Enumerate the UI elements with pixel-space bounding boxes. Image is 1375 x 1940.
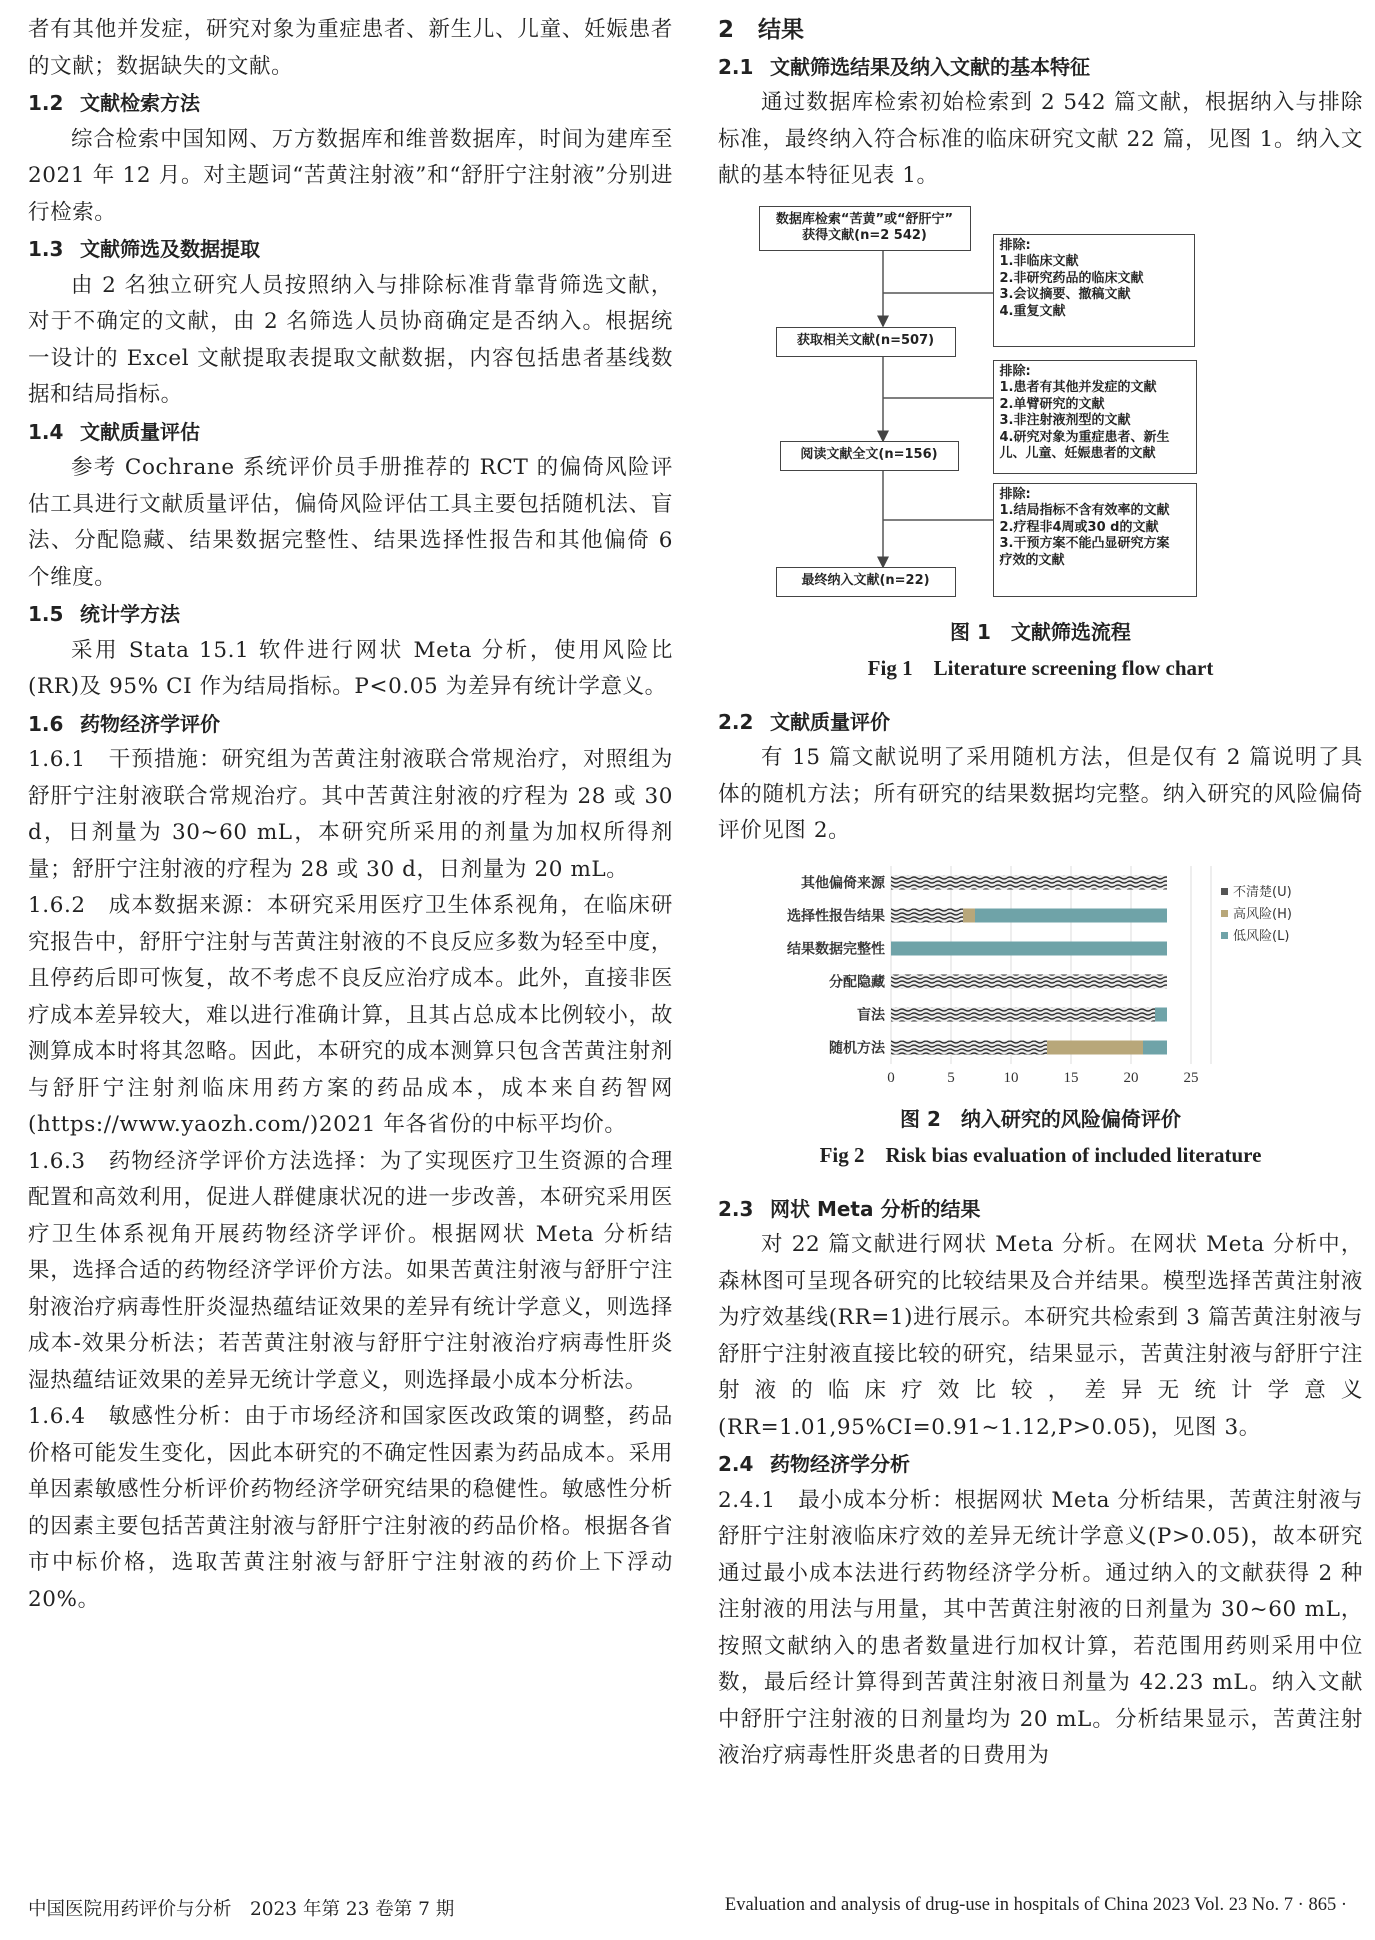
- exclusion-line: 4.重复文献: [999, 303, 1066, 319]
- figure-caption-cn: 图 1 文献筛选流程: [950, 619, 1131, 644]
- chart-svg: [731, 856, 1351, 1101]
- x-tick-label: 10: [1003, 1069, 1018, 1086]
- section-heading: 2 结果: [718, 17, 804, 43]
- paragraph: 参考 Cochrane 系统评价员手册推荐的 RCT 的偏倚风险评估工具进行文献质量评估，偏倚风险评估工具主要包括随机法、盲法、分配隐藏、结果数据完整性、结果选择性报告和其他偏倚 6 个维度。: [28, 455, 673, 590]
- legend-label: 不清楚(U): [1232, 884, 1292, 900]
- category-label: 其他偏倚来源: [800, 875, 885, 891]
- category-label: 结果数据完整性: [786, 941, 885, 957]
- exclusion-line: 疗效的文献: [999, 552, 1065, 568]
- bar-segment-unclear: [891, 875, 1167, 889]
- exclusion-line: 3.干预方案不能凸显研究方案: [999, 536, 1170, 551]
- section-heading: 1.3 文献筛选及数据提取: [28, 237, 260, 261]
- exclusion-line: 排除:: [999, 363, 1031, 379]
- section-heading: 2.4 药物经济学分析: [718, 1452, 910, 1476]
- exclusion-line: 1.结局指标不含有效率的文献: [999, 503, 1170, 518]
- paragraph: 者有其他并发症，研究对象为重症患者、新生儿、儿童、妊娠患者的文献；数据缺失的文献。: [28, 17, 673, 79]
- legend-label: 低风险(L): [1232, 928, 1289, 944]
- exclusion-line: 排除:: [999, 237, 1031, 253]
- legend-swatch: [1221, 888, 1228, 895]
- legend-swatch: [1221, 932, 1228, 939]
- flow-box-final: 最终纳入文献(n=22): [776, 567, 956, 597]
- bar-segment-unclear: [891, 1040, 1047, 1054]
- right-column: [718, 12, 1363, 1775]
- bar-segment-low: [1143, 1040, 1167, 1054]
- bar-segment-low: [1155, 1007, 1167, 1021]
- category-label: 盲法: [856, 1007, 885, 1023]
- exclusion-line: 1.非临床文献: [999, 254, 1079, 269]
- section-heading: 1.4 文献质量评估: [28, 419, 200, 444]
- risk-bias-chart: [731, 856, 1351, 1101]
- exclusion-line: 儿、儿童、妊娠患者的文献: [999, 446, 1156, 461]
- exclusion-box-3: [993, 483, 1197, 597]
- exclusion-line: 排除:: [999, 486, 1031, 502]
- bar-segment-low: [975, 908, 1167, 922]
- left-column: [28, 12, 673, 1618]
- exclusion-box-2: [993, 360, 1197, 474]
- section-heading: 2.1 文献筛选结果及纳入文献的基本特征: [718, 54, 1090, 79]
- flow-box-search: 数据库检索“苦黄”或“舒肝宁” 获得文献(n=2 542): [759, 206, 971, 251]
- paragraph: 1.6.1 干预措施：研究组为苦黄注射液联合常规治疗，对照组为舒肝宁注射液联合常规治疗。其中苦黄注射液的疗程为 28 或 30 d，日剂量为 30~60 mL，本研究所采用的剂量为加权所得剂量；舒肝宁注射液的疗程为 28 或 30 d，日剂量为 20 mL。: [28, 747, 673, 882]
- bar-segment-low: [891, 941, 1167, 955]
- paragraph: 有 15 篇文献说明了采用随机方法，但是仅有 2 篇说明了具体的随机方法；所有研究的结果数据均完整。纳入研究的风险偏倚评价见图 2。: [718, 745, 1363, 843]
- legend-swatch: [1221, 910, 1228, 917]
- x-tick-label: 0: [886, 1069, 895, 1086]
- section-heading: 1.5 统计学方法: [28, 602, 180, 626]
- paragraph: 2.4.1 最小成本分析：根据网状 Meta 分析结果，苦黄注射液与舒肝宁注射液临床疗效的差异无统计学意义(P>0.05)，故本研究通过最小成本法进行药物经济学分析。通过纳入的文献获得 2 种注射液的用法与用量，其中苦黄注射液的日剂量为 30~60 mL，按照文献纳入的患者数量进行加权计算，若范围用药则采用中位数，最后经计算得到苦黄注射液日剂量为 42.23 mL。纳入文献中舒肝宁注射液的日剂量均为 20 mL。分析结果显示，苦黄注射液治疗病毒性肝炎患者的日费用为: [718, 1487, 1363, 1768]
- flow-box-fulltext: 阅读文献全文(n=156): [780, 441, 959, 471]
- category-label: 随机方法: [828, 1040, 885, 1056]
- bar-segment-unclear: [891, 1007, 1155, 1021]
- x-tick-label: 20: [1123, 1069, 1138, 1086]
- paragraph: 由 2 名独立研究人员按照纳入与排除标准背靠背筛选文献，对于不确定的文献，由 2 名筛选人员协商确定是否纳入。根据统一设计的 Excel 文献提取表提取文献数据，内容包括患者基线数据和结局指标。: [28, 272, 673, 407]
- paragraph: 综合检索中国知网、万方数据库和维普数据库，时间为建库至 2021 年 12 月。对主题词“苦黄注射液”和“舒肝宁注射液”分别进行检索。: [28, 126, 673, 225]
- section-heading: 2.3 网状 Meta 分析的结果: [718, 1196, 981, 1221]
- exclusion-line: 3.会议摘要、撤稿文献: [999, 287, 1131, 302]
- paragraph: 对 22 篇文献进行网状 Meta 分析。在网状 Meta 分析中，森林图可呈现各研究的比较结果及合并结果。模型选择苦黄注射液为疗效基线(RR=1)进行展示。本研究共检索到 3 篇苦黄注射液与舒肝宁注射液直接比较的研究，结果显示，苦黄注射液与舒肝宁注射液的临床疗效比较，差异无统计学意义(RR=1.01,95%CI=0.91~1.12,P>0.05)，见图 3。: [718, 1232, 1363, 1440]
- bar-segment-high: [963, 908, 975, 922]
- legend-label: 高风险(H): [1232, 906, 1292, 922]
- section-heading: 1.2 文献检索方法: [28, 91, 200, 115]
- paragraph: 采用 Stata 15.1 软件进行网状 Meta 分析，使用风险比(RR)及 95% CI 作为结局指标。P<0.05 为差异有统计学意义。: [28, 637, 673, 699]
- bar-segment-high: [1047, 1040, 1143, 1054]
- category-label: 分配隐藏: [828, 974, 885, 990]
- footer-journal-cn: 中国医院用药评价与分析 2023 年第 23 卷第 7 期: [28, 1899, 455, 1920]
- paragraph: 1.6.2 成本数据来源：本研究采用医疗卫生体系视角，在临床研究报告中，舒肝宁注射与苦黄注射液的不良反应多数为轻至中度，且停药后即可恢复，故不考虑不良反应治疗成本。此外，直接非医疗成本差异较大，难以进行准确计算，且其占总成本比例较小，故测算成本时将其忽略。因此，本研究的成本测算只包含苦黄注射剂与舒肝宁注射剂临床用药方案的药品成本，成本来自药智网(https://www.yaozh.com/)2021 年各省份的中标平均价。: [28, 893, 673, 1137]
- flow-chart: [741, 201, 1341, 606]
- exclusion-line: 4.研究对象为重症患者、新生: [999, 429, 1170, 445]
- exclusion-line: 2.疗程非4周或30 d的文献: [999, 519, 1159, 535]
- paragraph: 通过数据库检索初始检索到 2 542 篇文献，根据纳入与排除标准，最终纳入符合标准的临床研究文献 22 篇，见图 1。纳入文献的基本特征见表 1。: [718, 90, 1363, 188]
- exclusion-line: 2.非研究药品的临床文献: [999, 270, 1144, 286]
- paragraph: 1.6.4 敏感性分析：由于市场经济和国家医改政策的调整，药品价格可能发生变化，因此本研究的不确定性因素为药品成本。采用单因素敏感性分析评价药物经济学研究结果的稳健性。敏感性分析的因素主要包括苦黄注射液与舒肝宁注射液的药品价格。根据各省市中标价格，选取苦黄注射液与舒肝宁注射液的药价上下浮动 20%。: [28, 1404, 673, 1612]
- flow-box-relevant: 获取相关文献(n=507): [776, 327, 956, 357]
- section-heading: 2.2 文献质量评价: [718, 709, 890, 734]
- bar-segment-unclear: [891, 974, 1167, 988]
- figure-caption-en: Fig 1 Literature screening flow chart: [867, 655, 1214, 680]
- figure-caption-en: Fig 2 Risk bias evaluation of included literature: [819, 1142, 1262, 1167]
- exclusion-line: 1.患者有其他并发症的文献: [999, 380, 1157, 395]
- x-tick-label: 25: [1183, 1069, 1198, 1086]
- exclusion-line: 3.非注射液剂型的文献: [999, 413, 1131, 428]
- exclusion-box-1: [993, 234, 1195, 347]
- x-tick-label: 5: [946, 1069, 955, 1086]
- paragraph: 1.6.3 药物经济学评价方法选择：为了实现医疗卫生资源的合理配置和高效利用，促进人群健康状况的进一步改善，本研究采用医疗卫生体系视角开展药物经济学评价。根据网状 Meta 分析结果，选择合适的药物经济学评价方法。如果苦黄注射液与舒肝宁注射液治疗病毒性肝炎湿热蕴结证效果的差异有统计学意义，则选择成本-效果分析法；若苦黄注射液与舒肝宁注射液治疗病毒性肝炎湿热蕴结证效果的差异无统计学意义，则选择最小成本分析法。: [28, 1148, 673, 1393]
- bar-segment-unclear: [891, 908, 963, 922]
- x-tick-label: 15: [1063, 1069, 1078, 1086]
- exclusion-line: 2.单臂研究的文献: [999, 396, 1105, 412]
- category-label: 选择性报告结果: [786, 908, 885, 924]
- footer-journal-en: Evaluation and analysis of drug-use in hospitals of China 2023 Vol. 23 No. 7 · 865 ·: [724, 1895, 1347, 1915]
- section-heading: 1.6 药物经济学评价: [28, 711, 220, 736]
- figure-caption-cn: 图 2 纳入研究的风险偏倚评价: [900, 1106, 1181, 1131]
